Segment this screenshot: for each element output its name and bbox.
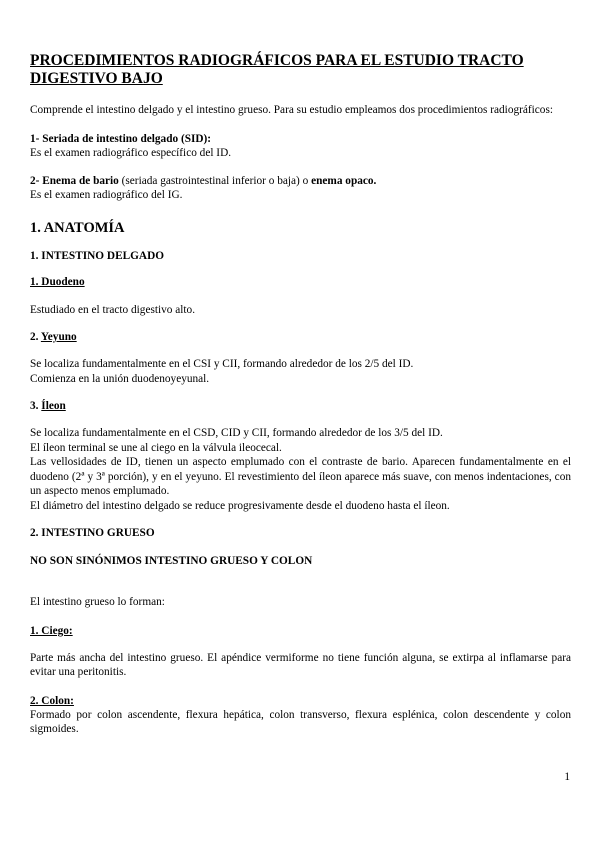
- duodeno-text: Estudiado en el tracto digestivo alto.: [30, 303, 196, 316]
- yeyuno-heading-name: Yeyuno: [40, 331, 77, 343]
- duodeno-heading: 1. Duodeno: [30, 275, 85, 288]
- procedure-2-heading-bold2: enema opaco.: [311, 174, 377, 187]
- subsection-intestino-grueso: 2. INTESTINO GRUESO: [30, 527, 155, 539]
- ileon-line: El íleon terminal se une al ciego en la válvula ileocecal.: [30, 441, 282, 454]
- ileon-line: El diámetro del intestino delgado se reduce progresivamente desde el duodeno hasta el íleon.: [30, 499, 450, 512]
- note-not-synonyms: NO SON SINÓNIMOS INTESTINO GRUESO Y COLON: [30, 555, 313, 567]
- section-anatomia: 1. ANATOMÍA: [30, 219, 125, 236]
- ileon-line: Se localiza fundamentalmente en el CSD, CID y CII, formando alrededor de los 3/5 del ID.: [30, 427, 443, 439]
- ileon-line: Las vellosidades de ID, tienen un aspecto emplumado con el contraste de bario. Aparecen fundamentalmente en el duodeno (2ª y 3ª porción), y en el yeyuno. El revestimiento del íleon aparece más suave, con menos indentaciones, con un aspecto menos emplumado.: [30, 456, 571, 497]
- colon-text: Formado por colon ascendente, flexura hepática, colon transverso, flexura esplénica, colon descendente y colon sigmoides.: [30, 708, 571, 735]
- ileon-heading-name: Íleon: [41, 400, 66, 412]
- procedure-1-text: Es el examen radiográfico específico del ID.: [30, 147, 232, 159]
- ciego-heading: 1. Ciego:: [30, 624, 73, 637]
- procedure-1-heading: 1- Seriada de intestino delgado (SID):: [30, 132, 212, 145]
- procedure-2-heading: [30, 174, 571, 189]
- yeyuno-heading: [30, 330, 571, 344]
- yeyuno-heading-num: 2.: [30, 331, 41, 343]
- intestino-grueso-intro: El intestino grueso lo forman:: [30, 596, 165, 608]
- procedure-2-heading-bold: 2- Enema de bario: [30, 174, 119, 187]
- procedure-2-text: Es el examen radiográfico del IG.: [30, 189, 183, 201]
- ciego-text: Parte más ancha del intestino grueso. El apéndice vermiforme no tiene función alguna, se extirpa al inflamarse para evitar una peritonitis.: [30, 651, 571, 678]
- ileon-heading-num: 3.: [30, 400, 42, 412]
- subsection-intestino-delgado: 1. INTESTINO DELGADO: [30, 249, 165, 262]
- document-page: [30, 52, 571, 737]
- procedure-2-heading-mid: (seriada gastrointestinal inferior o baja) o: [118, 174, 312, 187]
- document-title: PROCEDIMIENTOS RADIOGRÁFICOS PARA EL ESTUDIO TRACTO DIGESTIVO BAJO: [30, 52, 524, 87]
- ileon-heading: [30, 399, 571, 413]
- page-number: 1: [564, 771, 570, 783]
- intro-paragraph: Comprende el intestino delgado y el intestino grueso. Para su estudio empleamos dos procedimientos radiográficos:: [30, 104, 553, 116]
- colon-heading: 2. Colon:: [30, 694, 74, 707]
- yeyuno-line: Se localiza fundamentalmente en el CSI y CII, formando alrededor de los 2/5 del ID.: [30, 358, 414, 370]
- yeyuno-line: Comienza en la unión duodenoyeyunal.: [30, 372, 210, 385]
